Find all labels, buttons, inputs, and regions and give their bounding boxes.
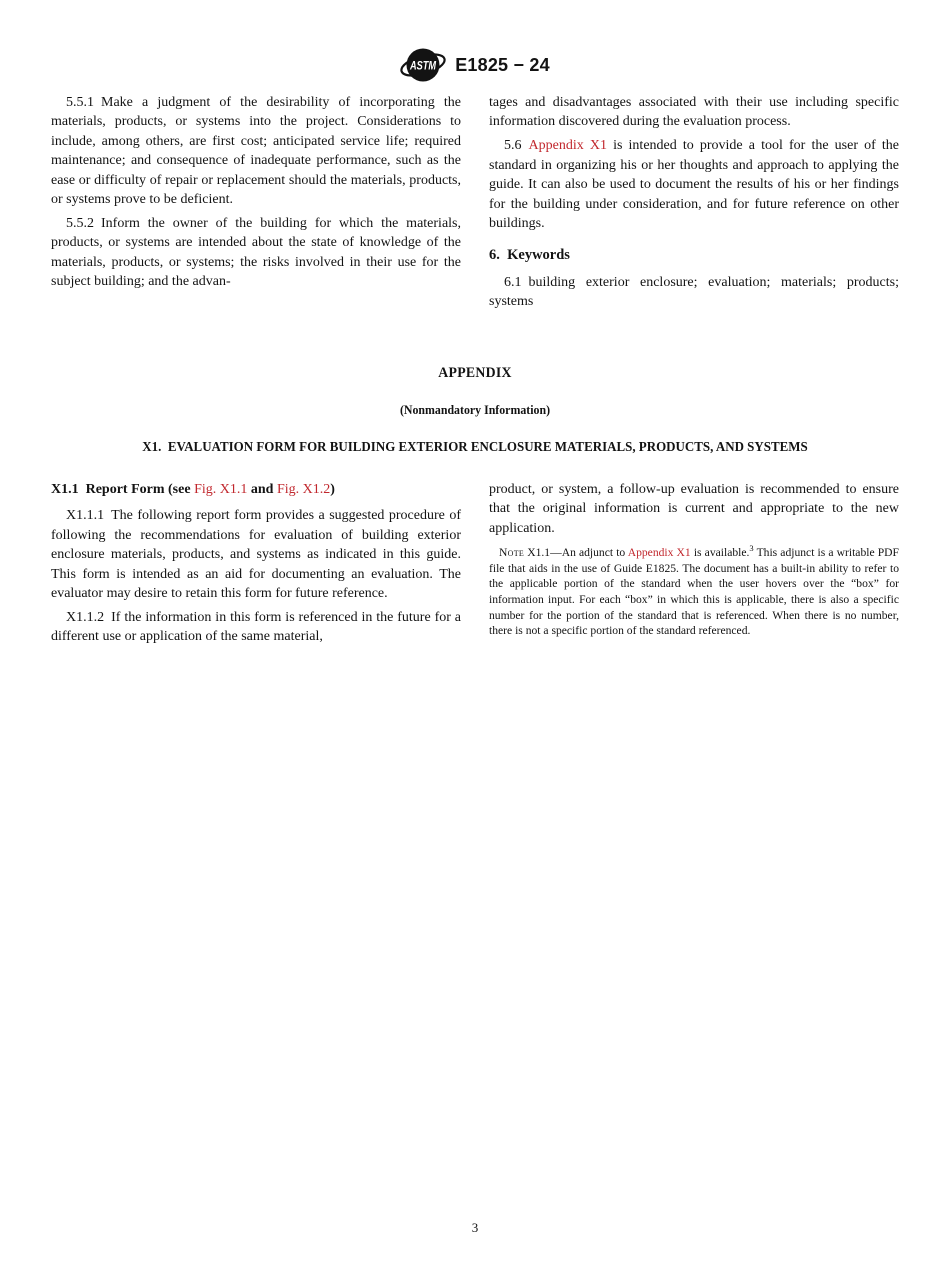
x11-heading-and: and <box>247 482 277 498</box>
appendix-x1-heading: X1. EVALUATION FORM FOR BUILDING EXTERIOR ENCLOSURE MATERIALS, PRODUCTS, AND SYSTEMS <box>142 439 808 455</box>
paragraph-5-6 <box>489 136 899 233</box>
paragraph-6-1: 6.1 building exterior enclosure; evaluation; materials; products; systems <box>489 274 899 310</box>
page-number: 3 <box>471 1220 479 1235</box>
note-text-rest: This adjunct is a writable PDF file that aids in the use of Guide E1825. The document has a built-in ability to refer to the applicable portion of the standard when the user hovers over the “box” for information input. For each “box” in which this is applicable, there is also a specific number for the portion of the standard that is referenced. When there is no number, there is not a specific portion of the standard referenced. <box>489 546 899 638</box>
page-header <box>0 0 950 88</box>
note-label: Note <box>499 546 525 560</box>
note-appendix-x1-link[interactable]: Appendix X1 <box>627 546 691 560</box>
footnote-3-reference: 3 <box>749 543 754 554</box>
note-x1-1 <box>489 545 899 639</box>
standard-designation: E1825 − 24 <box>455 54 550 75</box>
note-text-before-link: X1.1—An adjunct to <box>524 546 628 560</box>
paragraph-x1-1-1: X1.1.1 The following report form provides a suggested procedure of following the recommendations for evaluation of building exterior enclosure materials, products, and systems as indicated in this guide. This form is intended as an aid for documenting an evaluation. The evaluator may desire to retain this form for future reference. <box>51 508 461 602</box>
appendix-right-column <box>489 480 899 651</box>
paragraph-5-6-text: is intended to provide a tool for the user of the standard in organizing his or her thoughts and approach to applying the guide. It can also be used to document the results of his or her findings for the building under consideration, and for future reference on other buildings. <box>489 138 899 231</box>
appendix-x1-link[interactable]: Appendix X1 <box>528 138 607 154</box>
appendix-subtitle: (Nonmandatory Information) <box>399 403 551 418</box>
paragraph-5-5-1: 5.5.1 Make a judgment of the desirability of incorporating the materials, products, or systems into the project. Considerations to include, among others, are first cost; anticipated service life; required maintenance; and consequence of inadequate performance, such as the ease or difficulty of repair or replacement should the materials, products, or systems prove to be deficient. <box>51 95 461 208</box>
astm-logo-icon <box>400 43 446 87</box>
paragraph-x1-1-2-continuation: product, or system, a follow-up evaluation is recommended to ensure that the original information is current and appropriate to the new application. <box>489 482 899 536</box>
left-column <box>51 93 461 316</box>
appendix-title: APPENDIX <box>438 365 512 382</box>
fig-x12-link[interactable]: Fig. X1.2 <box>276 482 331 498</box>
x11-report-form-heading <box>51 480 461 499</box>
appendix-left-column <box>51 480 461 651</box>
paragraph-5-6-number: 5.6 <box>504 138 529 154</box>
note-text-after-link: is available. <box>690 546 750 560</box>
x11-heading-text: X1.1 Report Form (see <box>51 482 195 498</box>
fig-x11-link[interactable]: Fig. X1.1 <box>194 482 248 498</box>
paragraph-x1-1-2: X1.1.2 If the information in this form is referenced in the future for a different use or application of the same material, <box>51 610 461 645</box>
astm-logo-text: ASTM <box>409 58 437 73</box>
section5-6-columns <box>0 93 950 316</box>
paragraph-5-5-2: 5.5.2 Inform the owner of the building for which the materials, products, or systems are intended about the state of knowledge of the materials, products, or systems; the risks involved in their use for the subject building; and the advan- <box>51 215 461 290</box>
paragraph-5-5-2-continuation: tages and disadvantages associated with their use including specific information discovered during the evaluation process. <box>489 95 899 130</box>
appendix-columns <box>0 480 950 651</box>
right-column <box>489 93 899 316</box>
x11-heading-close: ) <box>330 482 335 498</box>
keywords-heading: 6. Keywords <box>489 247 570 264</box>
